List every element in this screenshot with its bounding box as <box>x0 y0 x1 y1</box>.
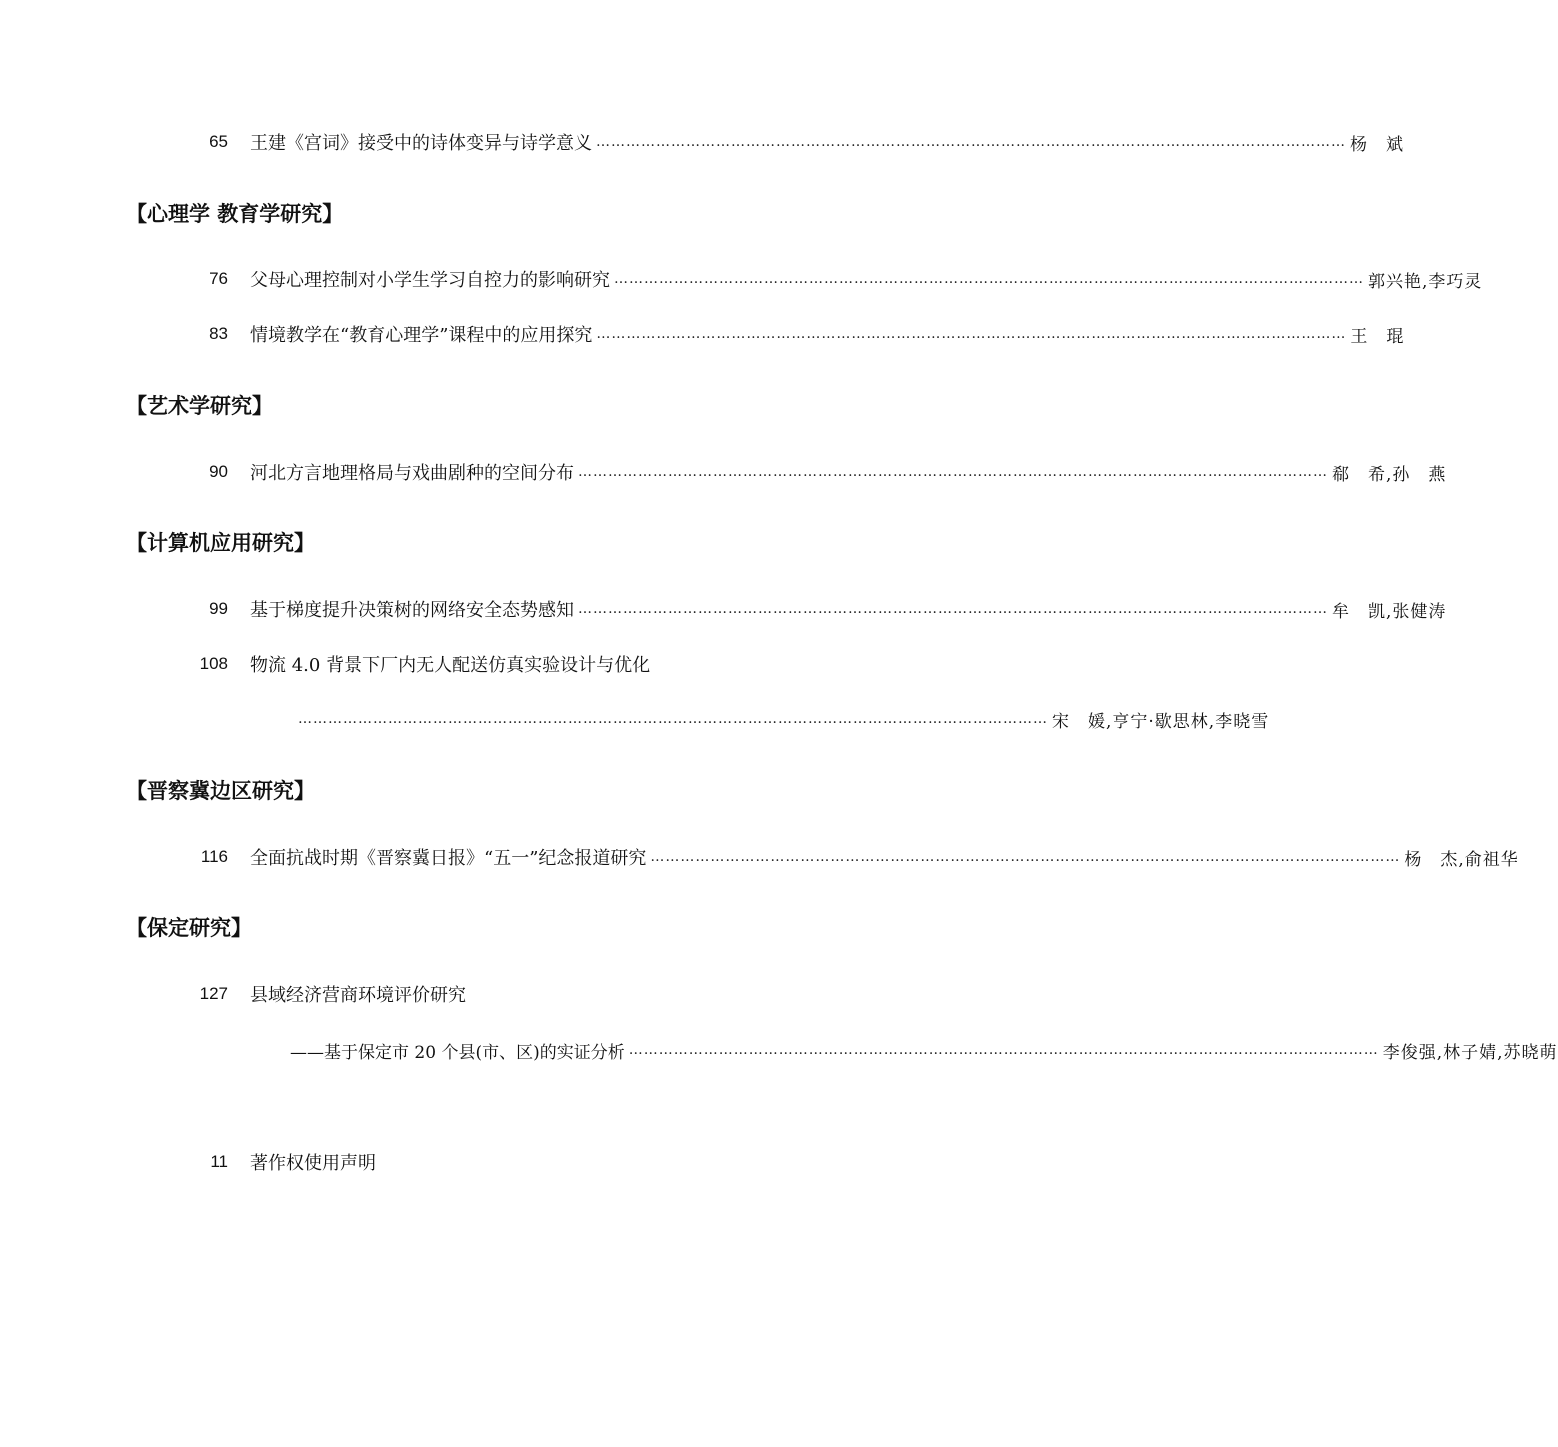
page-number: 83 <box>209 324 228 343</box>
page-number: 99 <box>209 599 228 618</box>
toc-entry <box>190 456 1447 488</box>
article-title: 王建《宫词》接受中的诗体变异与诗学意义 <box>250 133 592 154</box>
toc-entry-continuation <box>298 703 1270 735</box>
section-heading-jinchaji: 【晋察冀边区研究】 <box>126 779 315 803</box>
page-number: 65 <box>209 132 228 151</box>
section-heading-psychology-education: 【心理学 教育学研究】 <box>126 202 344 226</box>
page-number: 108 <box>199 654 228 673</box>
article-author: 郗 希,孙 燕 <box>1332 464 1447 485</box>
dot-leader: …………………………………………………………………………………………………………………………………… <box>578 601 1328 617</box>
dot-leader: …………………………………………………………………………………………………………………………………… <box>596 326 1347 342</box>
toc-entry <box>190 1146 928 1178</box>
dot-leader: …………………………………………………………………………………………………………………………………… <box>628 1042 1379 1058</box>
dot-leader: …………………………………………………………………………………………………………………………………… <box>298 711 1048 727</box>
toc-entry <box>190 841 1519 873</box>
section-heading-computer: 【计算机应用研究】 <box>126 531 315 555</box>
toc-entry <box>190 648 928 680</box>
article-author: 郭兴艳,李巧灵 <box>1368 271 1483 292</box>
article-author: 杨 杰,俞祖华 <box>1404 849 1519 870</box>
dot-leader: …………………………………………………………………………………………………………………………………… <box>650 849 1401 865</box>
page-number: 90 <box>209 462 228 481</box>
toc-entry-continuation <box>290 1034 1558 1066</box>
article-title: 河北方言地理格局与戏曲剧种的空间分布 <box>250 463 574 484</box>
dot-leader: …………………………………………………………………………………………………………………………………… <box>596 134 1346 150</box>
article-subtitle: ——基于保定市 20 个县(市、区)的实证分析 <box>290 1042 625 1063</box>
article-title: 情境教学在“教育心理学”课程中的应用探究 <box>250 325 593 346</box>
article-author: 王 琨 <box>1350 326 1405 347</box>
article-author: 杨 斌 <box>1350 134 1404 155</box>
article-title: 全面抗战时期《晋察冀日报》“五一”纪念报道研究 <box>250 848 647 869</box>
article-title: 物流 4.0 背景下厂内无人配送仿真实验设计与优化 <box>250 655 651 676</box>
article-author: 牟 凯,张健涛 <box>1332 601 1447 622</box>
section-heading-baoding: 【保定研究】 <box>126 916 252 940</box>
dot-leader: …………………………………………………………………………………………………………………………………… <box>578 464 1328 480</box>
article-title: 县域经济营商环境评价研究 <box>250 985 466 1006</box>
page-number: 116 <box>200 847 228 866</box>
article-author: 宋 媛,亨宁·歇思林,李晓雪 <box>1052 711 1270 732</box>
page-number: 11 <box>210 1152 228 1171</box>
toc-entry <box>190 263 1483 295</box>
toc-entry <box>190 593 1447 625</box>
dot-leader: …………………………………………………………………………………………………………………………………… <box>614 271 1364 287</box>
article-title: 父母心理控制对小学生学习自控力的影响研究 <box>250 270 610 291</box>
article-title: 基于梯度提升决策树的网络安全态势感知 <box>250 600 574 621</box>
toc-entry <box>190 126 1404 158</box>
section-heading-art: 【艺术学研究】 <box>126 394 273 418</box>
article-title: 著作权使用声明 <box>250 1153 376 1174</box>
article-author: 李俊强,林子婧,苏晓萌 <box>1382 1042 1558 1063</box>
toc-entry <box>190 978 928 1010</box>
toc-entry <box>190 318 1405 350</box>
page-number: 76 <box>209 269 228 288</box>
page-number: 127 <box>199 984 228 1003</box>
